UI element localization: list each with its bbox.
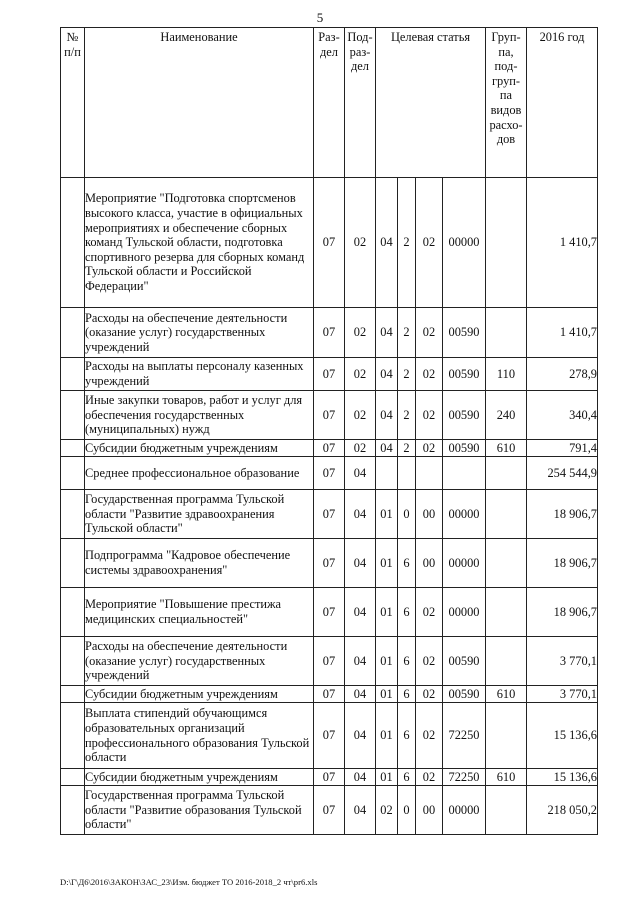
row-amount: 15 136,6 bbox=[527, 769, 598, 786]
row-target-program: 01 bbox=[376, 769, 398, 786]
row-podrazdel: 04 bbox=[345, 539, 376, 588]
row-target-event bbox=[416, 457, 443, 490]
table-row bbox=[61, 490, 598, 539]
row-target-program: 04 bbox=[376, 178, 398, 308]
row-name: Среднее профессиональное образование bbox=[85, 457, 314, 490]
row-target-event: 02 bbox=[416, 703, 443, 769]
row-target-event: 02 bbox=[416, 308, 443, 358]
table-row bbox=[61, 769, 598, 786]
row-amount: 340,4 bbox=[527, 391, 598, 440]
row-amount: 15 136,6 bbox=[527, 703, 598, 769]
row-target-direction: 00000 bbox=[443, 786, 486, 835]
row-podrazdel: 04 bbox=[345, 686, 376, 703]
row-target-direction: 00590 bbox=[443, 391, 486, 440]
row-name: Выплата стипендий обучающимся образовательных организаций профессионального образования Тульской области bbox=[85, 703, 314, 769]
row-expense-group: 610 bbox=[486, 440, 527, 457]
row-razdel: 07 bbox=[314, 686, 345, 703]
file-path-footer: D:\Г\Д6\2016\ЗАКОН\ЗАС_23\Изм. бюджет ТО 2016-2018_2 чт\рr6.xls bbox=[60, 877, 318, 887]
row-target-subprogram: 0 bbox=[398, 786, 416, 835]
row-razdel: 07 bbox=[314, 637, 345, 686]
row-target-event: 00 bbox=[416, 786, 443, 835]
page-number: 5 bbox=[316, 10, 324, 25]
row-target-program: 01 bbox=[376, 686, 398, 703]
header-num: № п/п bbox=[61, 28, 85, 178]
table-row bbox=[61, 178, 598, 308]
row-target-direction: 00590 bbox=[443, 308, 486, 358]
row-amount: 791,4 bbox=[527, 440, 598, 457]
row-razdel: 07 bbox=[314, 308, 345, 358]
row-name: Подпрограмма "Кадровое обеспечение системы здравоохранения" bbox=[85, 539, 314, 588]
table-row bbox=[61, 358, 598, 391]
row-name: Расходы на обеспечение деятельности (оказание услуг) государственных учреждений bbox=[85, 308, 314, 358]
row-target-event: 02 bbox=[416, 769, 443, 786]
row-target-subprogram bbox=[398, 457, 416, 490]
table-row bbox=[61, 308, 598, 358]
row-target-direction: 00590 bbox=[443, 686, 486, 703]
budget-table bbox=[60, 27, 598, 835]
row-expense-group bbox=[486, 539, 527, 588]
row-name: Мероприятие "Повышение престижа медицинских специальностей" bbox=[85, 588, 314, 637]
row-name: Расходы на обеспечение деятельности (оказание услуг) государственных учреждений bbox=[85, 637, 314, 686]
row-target-subprogram: 6 bbox=[398, 769, 416, 786]
table-row bbox=[61, 637, 598, 686]
row-target-direction: 00590 bbox=[443, 637, 486, 686]
row-num bbox=[61, 358, 85, 391]
row-target-direction: 72250 bbox=[443, 769, 486, 786]
row-num bbox=[61, 769, 85, 786]
row-target-direction: 00000 bbox=[443, 588, 486, 637]
row-target-subprogram: 2 bbox=[398, 178, 416, 308]
row-num bbox=[61, 786, 85, 835]
row-amount: 1 410,7 bbox=[527, 308, 598, 358]
row-target-event: 00 bbox=[416, 539, 443, 588]
row-razdel: 07 bbox=[314, 588, 345, 637]
row-num bbox=[61, 686, 85, 703]
row-razdel: 07 bbox=[314, 457, 345, 490]
row-razdel: 07 bbox=[314, 391, 345, 440]
row-podrazdel: 02 bbox=[345, 308, 376, 358]
row-podrazdel: 04 bbox=[345, 588, 376, 637]
row-num bbox=[61, 637, 85, 686]
row-podrazdel: 02 bbox=[345, 391, 376, 440]
row-name: Субсидии бюджетным учреждениям bbox=[85, 686, 314, 703]
row-name: Расходы на выплаты персоналу казенных учреждений bbox=[85, 358, 314, 391]
row-num bbox=[61, 308, 85, 358]
row-num bbox=[61, 440, 85, 457]
row-target-event: 02 bbox=[416, 588, 443, 637]
row-amount: 254 544,9 bbox=[527, 457, 598, 490]
row-target-program: 01 bbox=[376, 539, 398, 588]
row-amount: 18 906,7 bbox=[527, 490, 598, 539]
row-razdel: 07 bbox=[314, 358, 345, 391]
table-row bbox=[61, 440, 598, 457]
header-target: Целевая статья bbox=[376, 28, 486, 178]
row-target-subprogram: 0 bbox=[398, 490, 416, 539]
table-row bbox=[61, 391, 598, 440]
row-podrazdel: 04 bbox=[345, 703, 376, 769]
table-row bbox=[61, 457, 598, 490]
row-target-subprogram: 6 bbox=[398, 539, 416, 588]
header-name: Наименование bbox=[85, 28, 314, 178]
row-target-program: 01 bbox=[376, 588, 398, 637]
row-expense-group bbox=[486, 490, 527, 539]
header-year: 2016 год bbox=[527, 28, 598, 178]
row-num bbox=[61, 588, 85, 637]
row-razdel: 07 bbox=[314, 490, 345, 539]
table-row bbox=[61, 588, 598, 637]
row-target-event: 02 bbox=[416, 178, 443, 308]
row-num bbox=[61, 539, 85, 588]
row-target-subprogram: 2 bbox=[398, 440, 416, 457]
row-target-subprogram: 2 bbox=[398, 308, 416, 358]
row-amount: 3 770,1 bbox=[527, 637, 598, 686]
row-target-subprogram: 6 bbox=[398, 588, 416, 637]
row-target-event: 02 bbox=[416, 358, 443, 391]
row-name: Иные закупки товаров, работ и услуг для обеспечения государственных (муниципальных) нужд bbox=[85, 391, 314, 440]
row-target-direction: 00590 bbox=[443, 440, 486, 457]
row-expense-group bbox=[486, 703, 527, 769]
header-razdel: Раз-дел bbox=[314, 28, 345, 178]
row-razdel: 07 bbox=[314, 539, 345, 588]
row-podrazdel: 04 bbox=[345, 637, 376, 686]
row-expense-group bbox=[486, 786, 527, 835]
row-name: Мероприятие "Подготовка спортсменов высокого класса, участие в официальных мероприятиях и обеспечение сборных команд Тульской области, подготовка спортивного резерва для сборных команд Тульской области и Российской Федерации" bbox=[85, 178, 314, 308]
row-razdel: 07 bbox=[314, 178, 345, 308]
row-expense-group bbox=[486, 308, 527, 358]
header-group: Груп-па, под-груп-па видов расхо-дов bbox=[486, 28, 527, 178]
row-target-event: 00 bbox=[416, 490, 443, 539]
row-target-direction: 00000 bbox=[443, 490, 486, 539]
row-num bbox=[61, 391, 85, 440]
row-expense-group bbox=[486, 637, 527, 686]
row-amount: 218 050,2 bbox=[527, 786, 598, 835]
row-target-program bbox=[376, 457, 398, 490]
row-target-event: 02 bbox=[416, 391, 443, 440]
row-target-subprogram: 2 bbox=[398, 391, 416, 440]
row-podrazdel: 04 bbox=[345, 490, 376, 539]
header-row bbox=[61, 28, 598, 178]
row-target-direction: 00590 bbox=[443, 358, 486, 391]
row-podrazdel: 02 bbox=[345, 358, 376, 391]
row-target-event: 02 bbox=[416, 440, 443, 457]
row-target-subprogram: 6 bbox=[398, 686, 416, 703]
row-amount: 3 770,1 bbox=[527, 686, 598, 703]
row-target-program: 04 bbox=[376, 308, 398, 358]
row-razdel: 07 bbox=[314, 440, 345, 457]
row-razdel: 07 bbox=[314, 769, 345, 786]
row-target-event: 02 bbox=[416, 686, 443, 703]
row-razdel: 07 bbox=[314, 786, 345, 835]
row-target-program: 02 bbox=[376, 786, 398, 835]
row-name: Субсидии бюджетным учреждениям bbox=[85, 769, 314, 786]
row-expense-group: 110 bbox=[486, 358, 527, 391]
row-target-direction bbox=[443, 457, 486, 490]
row-amount: 278,9 bbox=[527, 358, 598, 391]
row-podrazdel: 02 bbox=[345, 440, 376, 457]
row-podrazdel: 04 bbox=[345, 786, 376, 835]
row-target-subprogram: 6 bbox=[398, 703, 416, 769]
header-podrazdel: Под-раз-дел bbox=[345, 28, 376, 178]
row-podrazdel: 04 bbox=[345, 457, 376, 490]
row-amount: 18 906,7 bbox=[527, 588, 598, 637]
row-num bbox=[61, 178, 85, 308]
row-target-direction: 00000 bbox=[443, 539, 486, 588]
row-target-event: 02 bbox=[416, 637, 443, 686]
row-target-program: 04 bbox=[376, 358, 398, 391]
table-row bbox=[61, 786, 598, 835]
row-target-program: 01 bbox=[376, 637, 398, 686]
row-expense-group: 240 bbox=[486, 391, 527, 440]
row-podrazdel: 04 bbox=[345, 769, 376, 786]
row-target-subprogram: 2 bbox=[398, 358, 416, 391]
row-amount: 18 906,7 bbox=[527, 539, 598, 588]
row-num bbox=[61, 457, 85, 490]
row-expense-group bbox=[486, 588, 527, 637]
row-target-subprogram: 6 bbox=[398, 637, 416, 686]
row-name: Государственная программа Тульской области "Развитие образования Тульской области" bbox=[85, 786, 314, 835]
row-target-program: 01 bbox=[376, 703, 398, 769]
table-row bbox=[61, 539, 598, 588]
row-target-direction: 00000 bbox=[443, 178, 486, 308]
row-name: Государственная программа Тульской области "Развитие здравоохранения Тульской области" bbox=[85, 490, 314, 539]
row-expense-group: 610 bbox=[486, 769, 527, 786]
row-target-program: 04 bbox=[376, 391, 398, 440]
row-num bbox=[61, 490, 85, 539]
row-target-direction: 72250 bbox=[443, 703, 486, 769]
row-expense-group bbox=[486, 178, 527, 308]
row-expense-group: 610 bbox=[486, 686, 527, 703]
row-name: Субсидии бюджетным учреждениям bbox=[85, 440, 314, 457]
row-expense-group bbox=[486, 457, 527, 490]
row-razdel: 07 bbox=[314, 703, 345, 769]
table-row bbox=[61, 703, 598, 769]
row-target-program: 04 bbox=[376, 440, 398, 457]
table-row bbox=[61, 686, 598, 703]
row-podrazdel: 02 bbox=[345, 178, 376, 308]
row-target-program: 01 bbox=[376, 490, 398, 539]
row-amount: 1 410,7 bbox=[527, 178, 598, 308]
row-num bbox=[61, 703, 85, 769]
